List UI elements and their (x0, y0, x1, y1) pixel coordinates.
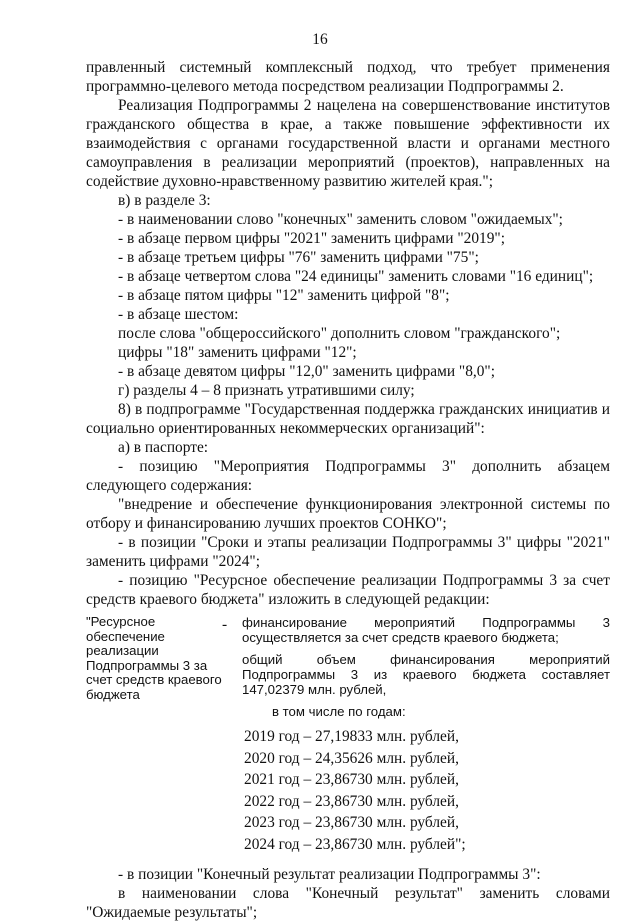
year-line: 2019 год – 27,19833 млн. рублей, (244, 728, 459, 745)
resource-table (86, 615, 610, 855)
paragraphs-top-paragraph: Реализация Подпрограммы 2 нацелена на совершенствование институтов гражданского общества в крае, а также повышение эффективности их взаимодействия с органами государственной власти и органами местного самоуправления в реализации мероприятий (проектов), направленных на содействие духовно-нравственному развитию жителей края."; (86, 97, 610, 190)
resource-text-1: финансирование мероприятий Подпрограммы 3 осуществляется за счет средств краевого бюджета; (242, 615, 610, 645)
resource-dash: - (222, 616, 228, 633)
paragraphs-top-paragraph: - в абзаце третьем цифры "76" заменить цифрами "75"; (118, 249, 479, 266)
resource-text-2: общий объем финансирования мероприятий Подпрограммы 3 из краевого бюджета составляет 147,02379 млн. рублей, (242, 652, 610, 697)
paragraphs-top-paragraph: в) в разделе 3: (118, 192, 211, 209)
paragraphs-top (86, 58, 610, 609)
paragraphs-bottom (86, 865, 610, 922)
resource-content (242, 615, 610, 855)
paragraphs-top-paragraph: а) в паспорте: (118, 439, 209, 456)
paragraphs-top-paragraph: правленный системный комплексный подход, что требует применения программно-целевого метода посредством реализации Подпрограммы 2. (86, 59, 610, 95)
paragraphs-top-paragraph: - в абзаце пятом цифры "12" заменить цифрой "8"; (118, 287, 450, 304)
paragraphs-top-paragraph: 8) в подпрограмме "Государственная поддержка гражданских инициатив и социально ориентированных некоммерческих организаций": (86, 401, 610, 437)
paragraphs-bottom-paragraph: в наименовании слова "Конечный результат" заменить словами "Ожидаемые результаты"; (86, 885, 610, 921)
paragraphs-top-paragraph: после слова "общероссийского" дополнить словом "гражданского"; (118, 325, 561, 342)
paragraphs-top-paragraph: - в абзаце девятом цифры "12,0" заменить цифрами "8,0"; (118, 363, 495, 380)
year-line: 2021 год – 23,86730 млн. рублей, (244, 771, 459, 788)
paragraphs-top-paragraph: - позицию "Ресурсное обеспечение реализации Подпрограммы 3 за счет средств краевого бюджета" изложить в следующей редакции: (86, 572, 610, 608)
page-number: 16 (312, 31, 328, 48)
document-body (86, 58, 610, 922)
paragraphs-top-paragraph: - в абзаце шестом: (118, 306, 239, 323)
paragraphs-top-paragraph: - в позиции "Сроки и этапы реализации Подпрограммы 3" цифры "2021" заменить цифрами "2024"; (86, 534, 610, 570)
paragraphs-top-paragraph: - в наименовании слово "конечных" заменить словом "ожидаемых"; (118, 211, 563, 228)
years-list (242, 726, 610, 855)
paragraphs-bottom-paragraph: - в позиции "Конечный результат реализации Подпрограммы 3": (118, 866, 541, 883)
year-line: 2023 год – 23,86730 млн. рублей, (244, 814, 459, 831)
resource-text-3: в том числе по годам: (272, 704, 406, 719)
year-line: 2020 год – 24,35626 млн. рублей, (244, 749, 459, 767)
year-line: 2022 год – 23,86730 млн. рублей, (244, 792, 459, 810)
resource-label: "Ресурсное обеспечение реализации Подпрограммы 3 за счет средств краевого бюджета (86, 614, 222, 702)
paragraphs-top-paragraph: "внедрение и обеспечение функционирования электронной системы по отбору и финансированию лучших проектов СОНКО"; (86, 496, 610, 532)
year-line: 2024 год – 23,86730 млн. рублей"; (244, 835, 466, 853)
paragraphs-top-paragraph: - в абзаце четвертом слова "24 единицы" заменить словами "16 единиц"; (118, 268, 594, 285)
paragraphs-top-paragraph: - позицию "Мероприятия Подпрограммы 3" дополнить абзацем следующего содержания: (86, 458, 610, 494)
paragraphs-top-paragraph: - в абзаце первом цифры "2021" заменить цифрами "2019"; (118, 230, 505, 247)
paragraphs-top-paragraph: г) разделы 4 – 8 признать утратившими силу; (118, 382, 415, 399)
paragraphs-top-paragraph: цифры "18" заменить цифрами "12"; (118, 344, 357, 361)
